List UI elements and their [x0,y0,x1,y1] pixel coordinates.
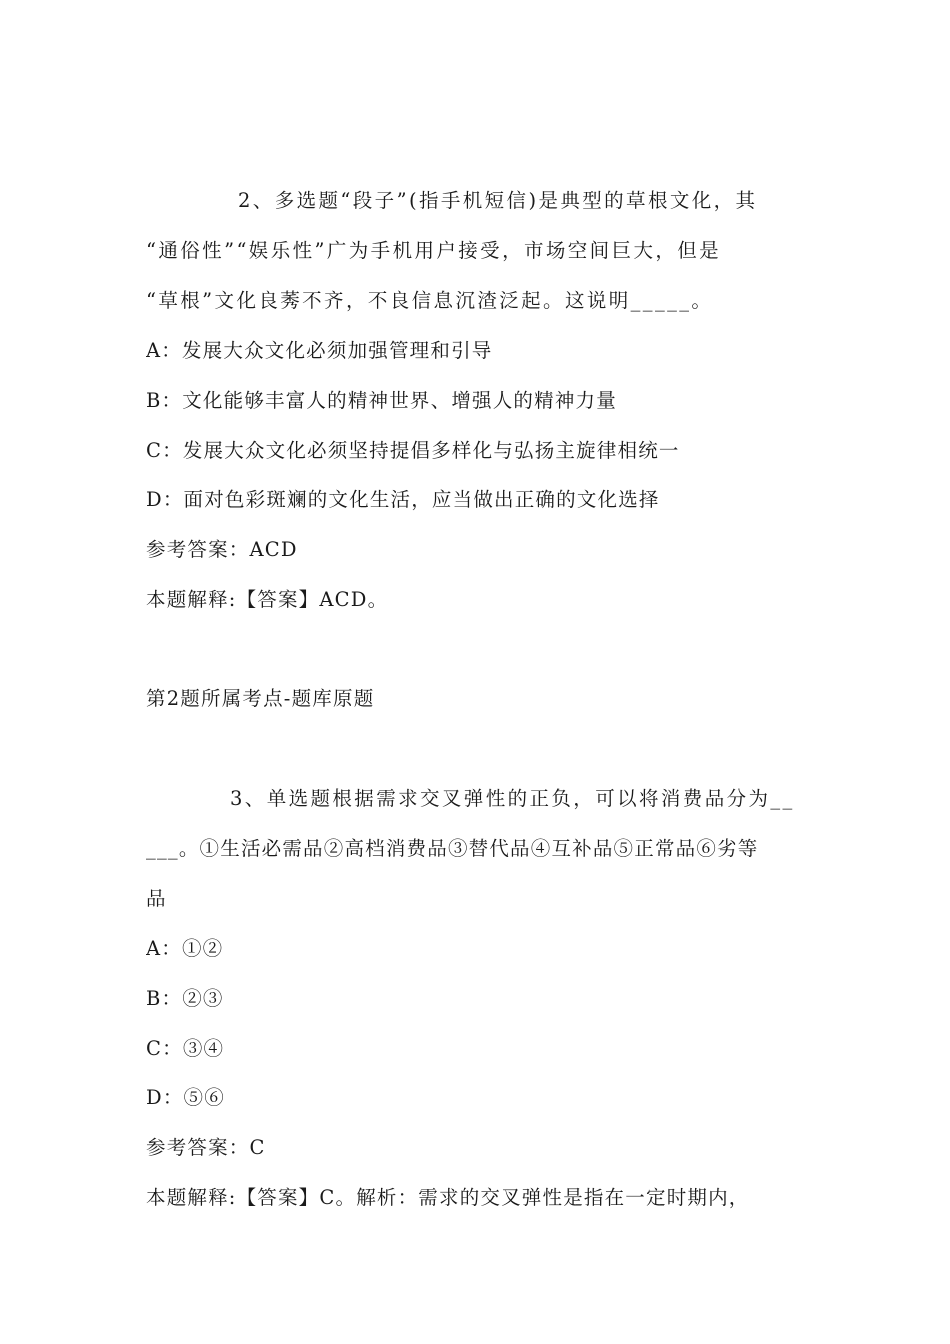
question-2-option-c: C：发展大众文化必须坚持提倡多样化与弘扬主旋律相统一 [146,439,680,462]
question-2-answer: 参考答案：ACD [146,538,298,561]
question-3-stem-line-2: ___。①生活必需品②高档消费品③替代品④互补品⑤正常品⑥劣等 [146,837,759,860]
question-2-option-a: A：发展大众文化必须加强管理和引导 [146,339,493,362]
question-2-stem-line-2: “通俗性”“娱乐性”广为手机用户接受，市场空间巨大，但是 [146,239,722,262]
question-2-topic: 第2题所属考点-题库原题 [146,687,375,710]
question-3-option-c: C：③④ [146,1037,225,1060]
question-2-explanation: 本题解释:【答案】ACD。 [146,588,389,611]
question-2-stem-line-3: “草根”文化良莠不齐，不良信息沉渣泛起。这说明_____。 [146,289,714,312]
question-3-option-b: B：②③ [146,987,224,1010]
question-2-option-d: D：面对色彩斑斓的文化生活，应当做出正确的文化选择 [146,488,660,511]
question-2-option-b: B：文化能够丰富人的精神世界、增强人的精神力量 [146,389,617,412]
question-2-stem-line-1: 2、多选题“段子”(指手机短信)是典型的草根文化，其 [238,189,758,212]
question-3-option-a: A：①② [146,937,224,960]
question-3-answer: 参考答案：C [146,1136,266,1159]
question-3-explanation: 本题解释:【答案】C。解析：需求的交叉弹性是指在一定时期内， [146,1186,750,1209]
question-3-stem-line-1: 3、单选题根据需求交叉弹性的正负，可以将消费品分为__ [230,787,795,810]
question-3-stem-line-3: 品 [146,887,167,910]
question-3-option-d: D：⑤⑥ [146,1086,225,1109]
